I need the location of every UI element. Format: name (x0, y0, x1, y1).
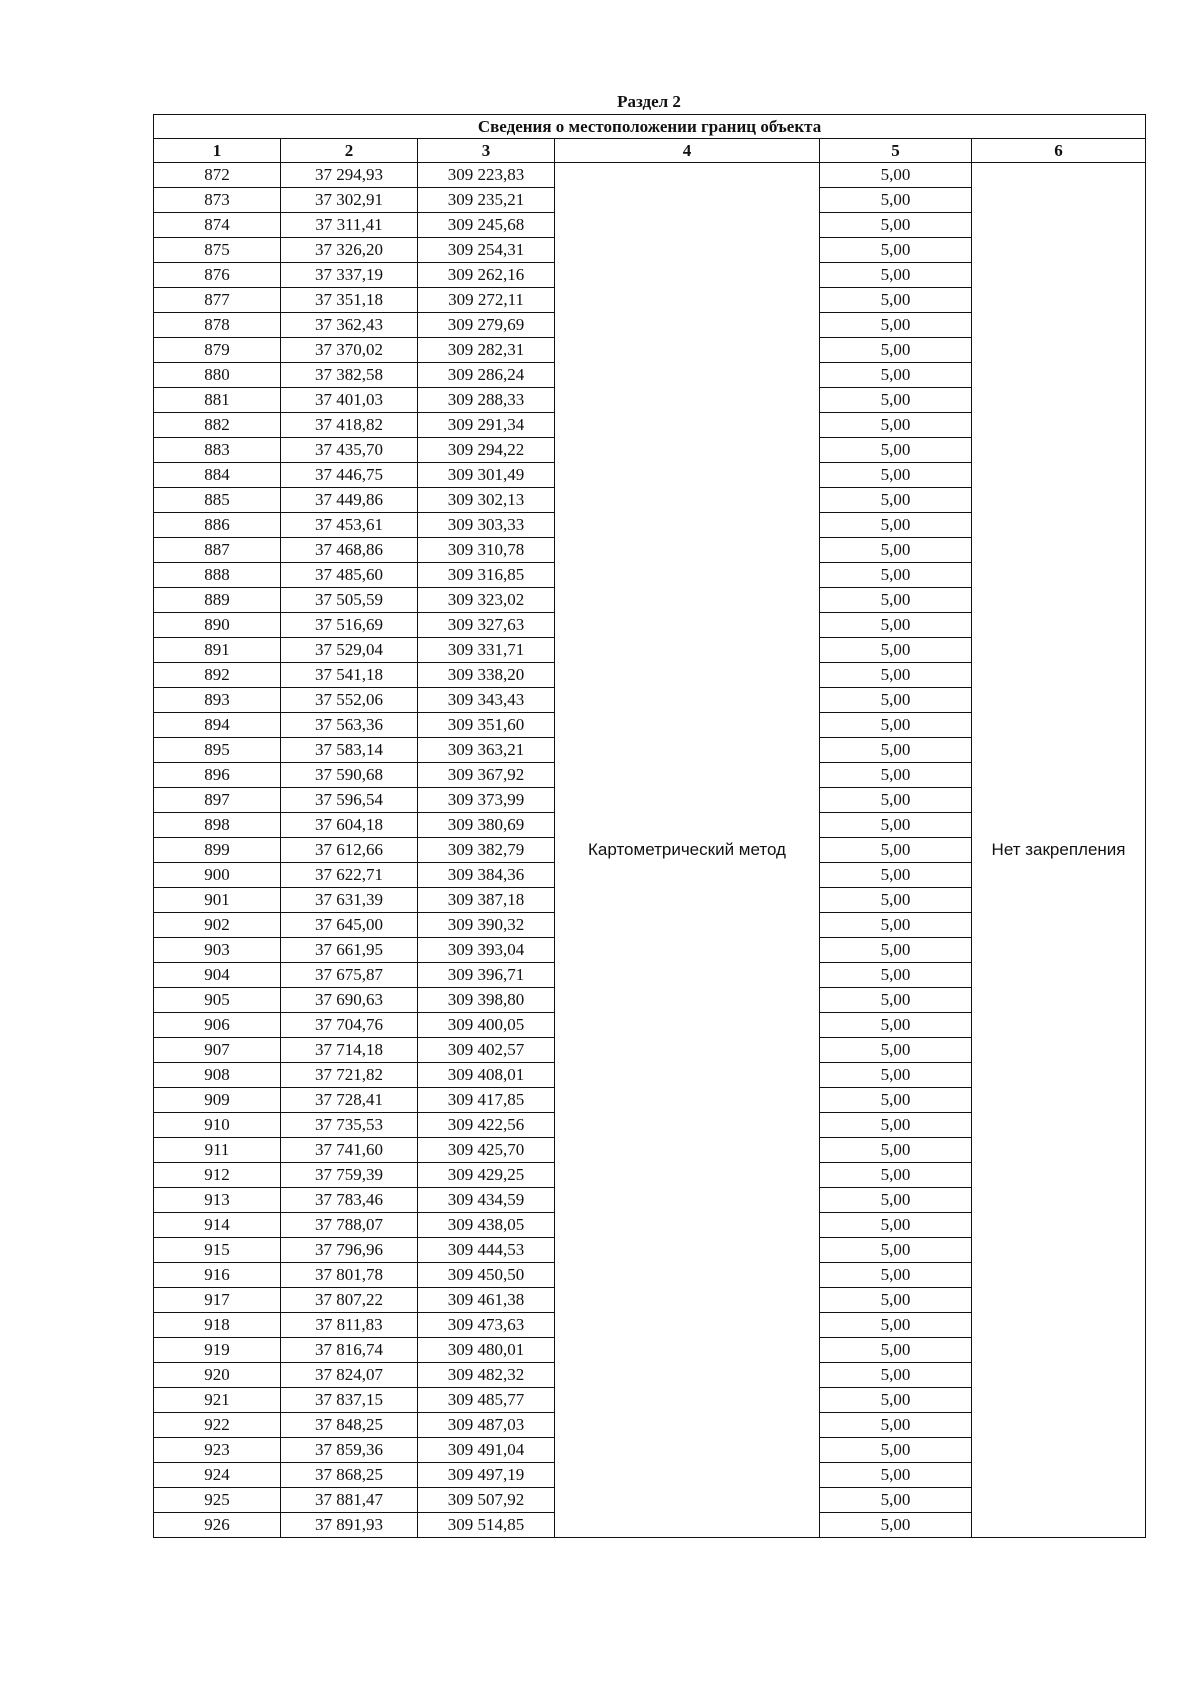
point-number-cell: 882 (154, 413, 281, 438)
point-number-cell: 909 (154, 1088, 281, 1113)
accuracy-cell: 5,00 (820, 1138, 972, 1163)
point-number-cell: 919 (154, 1338, 281, 1363)
point-number-cell: 888 (154, 563, 281, 588)
point-number-cell: 910 (154, 1113, 281, 1138)
y-coordinate-cell: 309 487,03 (418, 1413, 555, 1438)
accuracy-cell: 5,00 (820, 338, 972, 363)
x-coordinate-cell: 37 401,03 (281, 388, 418, 413)
point-number-cell: 920 (154, 1363, 281, 1388)
point-number-cell: 917 (154, 1288, 281, 1313)
y-coordinate-cell: 309 497,19 (418, 1463, 555, 1488)
accuracy-cell: 5,00 (820, 1513, 972, 1538)
x-coordinate-cell: 37 326,20 (281, 238, 418, 263)
y-coordinate-cell: 309 434,59 (418, 1188, 555, 1213)
point-number-cell: 881 (154, 388, 281, 413)
accuracy-cell: 5,00 (820, 713, 972, 738)
point-number-cell: 899 (154, 838, 281, 863)
accuracy-cell: 5,00 (820, 163, 972, 188)
accuracy-cell: 5,00 (820, 538, 972, 563)
x-coordinate-cell: 37 728,41 (281, 1088, 418, 1113)
y-coordinate-cell: 309 450,50 (418, 1263, 555, 1288)
y-coordinate-cell: 309 351,60 (418, 713, 555, 738)
x-coordinate-cell: 37 435,70 (281, 438, 418, 463)
accuracy-cell: 5,00 (820, 1313, 972, 1338)
x-coordinate-cell: 37 612,66 (281, 838, 418, 863)
y-coordinate-cell: 309 514,85 (418, 1513, 555, 1538)
accuracy-cell: 5,00 (820, 1263, 972, 1288)
point-number-cell: 890 (154, 613, 281, 638)
x-coordinate-cell: 37 453,61 (281, 513, 418, 538)
x-coordinate-cell: 37 788,07 (281, 1213, 418, 1238)
x-coordinate-cell: 37 541,18 (281, 663, 418, 688)
x-coordinate-cell: 37 351,18 (281, 288, 418, 313)
point-number-cell: 925 (154, 1488, 281, 1513)
point-number-cell: 915 (154, 1238, 281, 1263)
accuracy-cell: 5,00 (820, 413, 972, 438)
point-number-cell: 891 (154, 638, 281, 663)
boundary-table (153, 114, 1146, 1538)
y-coordinate-cell: 309 338,20 (418, 663, 555, 688)
point-number-cell: 922 (154, 1413, 281, 1438)
accuracy-cell: 5,00 (820, 588, 972, 613)
accuracy-cell: 5,00 (820, 813, 972, 838)
x-coordinate-cell: 37 529,04 (281, 638, 418, 663)
x-coordinate-cell: 37 302,91 (281, 188, 418, 213)
x-coordinate-cell: 37 783,46 (281, 1188, 418, 1213)
table-caption-row (154, 115, 1146, 139)
x-coordinate-cell: 37 370,02 (281, 338, 418, 363)
point-number-cell: 880 (154, 363, 281, 388)
table-row (154, 163, 1146, 188)
point-number-cell: 878 (154, 313, 281, 338)
y-coordinate-cell: 309 380,69 (418, 813, 555, 838)
x-coordinate-cell: 37 645,00 (281, 913, 418, 938)
x-coordinate-cell: 37 690,63 (281, 988, 418, 1013)
point-number-cell: 884 (154, 463, 281, 488)
y-coordinate-cell: 309 507,92 (418, 1488, 555, 1513)
accuracy-cell: 5,00 (820, 1113, 972, 1138)
x-coordinate-cell: 37 837,15 (281, 1388, 418, 1413)
accuracy-cell: 5,00 (820, 788, 972, 813)
point-number-cell: 907 (154, 1038, 281, 1063)
accuracy-cell: 5,00 (820, 1188, 972, 1213)
y-coordinate-cell: 309 254,31 (418, 238, 555, 263)
x-coordinate-cell: 37 704,76 (281, 1013, 418, 1038)
y-coordinate-cell: 309 384,36 (418, 863, 555, 888)
point-number-cell: 905 (154, 988, 281, 1013)
point-number-cell: 916 (154, 1263, 281, 1288)
column-header-1: 1 (154, 139, 281, 163)
accuracy-cell: 5,00 (820, 913, 972, 938)
point-number-cell: 904 (154, 963, 281, 988)
accuracy-cell: 5,00 (820, 288, 972, 313)
accuracy-cell: 5,00 (820, 463, 972, 488)
y-coordinate-cell: 309 438,05 (418, 1213, 555, 1238)
y-coordinate-cell: 309 343,43 (418, 688, 555, 713)
point-number-cell: 873 (154, 188, 281, 213)
point-number-cell: 887 (154, 538, 281, 563)
point-number-cell: 898 (154, 813, 281, 838)
accuracy-cell: 5,00 (820, 188, 972, 213)
x-coordinate-cell: 37 552,06 (281, 688, 418, 713)
x-coordinate-cell: 37 446,75 (281, 463, 418, 488)
x-coordinate-cell: 37 714,18 (281, 1038, 418, 1063)
y-coordinate-cell: 309 390,32 (418, 913, 555, 938)
point-number-cell: 879 (154, 338, 281, 363)
point-number-cell: 872 (154, 163, 281, 188)
y-coordinate-cell: 309 425,70 (418, 1138, 555, 1163)
point-number-cell: 877 (154, 288, 281, 313)
column-header-4: 4 (555, 139, 820, 163)
point-number-cell: 897 (154, 788, 281, 813)
accuracy-cell: 5,00 (820, 1488, 972, 1513)
y-coordinate-cell: 309 262,16 (418, 263, 555, 288)
accuracy-cell: 5,00 (820, 1363, 972, 1388)
point-number-cell: 875 (154, 238, 281, 263)
y-coordinate-cell: 309 480,01 (418, 1338, 555, 1363)
y-coordinate-cell: 309 323,02 (418, 588, 555, 613)
point-number-cell: 903 (154, 938, 281, 963)
y-coordinate-cell: 309 327,63 (418, 613, 555, 638)
accuracy-cell: 5,00 (820, 963, 972, 988)
method-cell: Картометрический метод (555, 163, 820, 1538)
y-coordinate-cell: 309 302,13 (418, 488, 555, 513)
x-coordinate-cell: 37 759,39 (281, 1163, 418, 1188)
y-coordinate-cell: 309 245,68 (418, 213, 555, 238)
point-number-cell: 924 (154, 1463, 281, 1488)
x-coordinate-cell: 37 811,83 (281, 1313, 418, 1338)
x-coordinate-cell: 37 449,86 (281, 488, 418, 513)
y-coordinate-cell: 309 461,38 (418, 1288, 555, 1313)
point-number-cell: 901 (154, 888, 281, 913)
y-coordinate-cell: 309 303,33 (418, 513, 555, 538)
accuracy-cell: 5,00 (820, 1063, 972, 1088)
y-coordinate-cell: 309 286,24 (418, 363, 555, 388)
y-coordinate-cell: 309 382,79 (418, 838, 555, 863)
y-coordinate-cell: 309 417,85 (418, 1088, 555, 1113)
y-coordinate-cell: 309 373,99 (418, 788, 555, 813)
x-coordinate-cell: 37 516,69 (281, 613, 418, 638)
x-coordinate-cell: 37 362,43 (281, 313, 418, 338)
y-coordinate-cell: 309 363,21 (418, 738, 555, 763)
table-header-row (154, 139, 1146, 163)
x-coordinate-cell: 37 891,93 (281, 1513, 418, 1538)
x-coordinate-cell: 37 382,58 (281, 363, 418, 388)
column-header-6: 6 (972, 139, 1146, 163)
accuracy-cell: 5,00 (820, 1438, 972, 1463)
accuracy-cell: 5,00 (820, 513, 972, 538)
x-coordinate-cell: 37 583,14 (281, 738, 418, 763)
x-coordinate-cell: 37 596,54 (281, 788, 418, 813)
accuracy-cell: 5,00 (820, 1338, 972, 1363)
x-coordinate-cell: 37 721,82 (281, 1063, 418, 1088)
accuracy-cell: 5,00 (820, 988, 972, 1013)
point-number-cell: 894 (154, 713, 281, 738)
x-coordinate-cell: 37 337,19 (281, 263, 418, 288)
point-number-cell: 874 (154, 213, 281, 238)
x-coordinate-cell: 37 675,87 (281, 963, 418, 988)
point-number-cell: 892 (154, 663, 281, 688)
x-coordinate-cell: 37 590,68 (281, 763, 418, 788)
y-coordinate-cell: 309 272,11 (418, 288, 555, 313)
accuracy-cell: 5,00 (820, 238, 972, 263)
y-coordinate-cell: 309 491,04 (418, 1438, 555, 1463)
x-coordinate-cell: 37 468,86 (281, 538, 418, 563)
y-coordinate-cell: 309 282,31 (418, 338, 555, 363)
accuracy-cell: 5,00 (820, 888, 972, 913)
y-coordinate-cell: 309 485,77 (418, 1388, 555, 1413)
accuracy-cell: 5,00 (820, 1013, 972, 1038)
accuracy-cell: 5,00 (820, 638, 972, 663)
accuracy-cell: 5,00 (820, 1038, 972, 1063)
x-coordinate-cell: 37 631,39 (281, 888, 418, 913)
x-coordinate-cell: 37 622,71 (281, 863, 418, 888)
point-number-cell: 918 (154, 1313, 281, 1338)
point-number-cell: 912 (154, 1163, 281, 1188)
column-header-2: 2 (281, 139, 418, 163)
point-number-cell: 889 (154, 588, 281, 613)
x-coordinate-cell: 37 848,25 (281, 1413, 418, 1438)
accuracy-cell: 5,00 (820, 1238, 972, 1263)
x-coordinate-cell: 37 294,93 (281, 163, 418, 188)
accuracy-cell: 5,00 (820, 438, 972, 463)
accuracy-cell: 5,00 (820, 263, 972, 288)
fixing-cell: Нет закрепления (972, 163, 1146, 1538)
y-coordinate-cell: 309 422,56 (418, 1113, 555, 1138)
y-coordinate-cell: 309 288,33 (418, 388, 555, 413)
x-coordinate-cell: 37 485,60 (281, 563, 418, 588)
x-coordinate-cell: 37 418,82 (281, 413, 418, 438)
y-coordinate-cell: 309 291,34 (418, 413, 555, 438)
x-coordinate-cell: 37 796,96 (281, 1238, 418, 1263)
accuracy-cell: 5,00 (820, 388, 972, 413)
x-coordinate-cell: 37 604,18 (281, 813, 418, 838)
accuracy-cell: 5,00 (820, 1388, 972, 1413)
y-coordinate-cell: 309 444,53 (418, 1238, 555, 1263)
accuracy-cell: 5,00 (820, 363, 972, 388)
x-coordinate-cell: 37 505,59 (281, 588, 418, 613)
accuracy-cell: 5,00 (820, 613, 972, 638)
accuracy-cell: 5,00 (820, 1288, 972, 1313)
x-coordinate-cell: 37 563,36 (281, 713, 418, 738)
point-number-cell: 911 (154, 1138, 281, 1163)
y-coordinate-cell: 309 301,49 (418, 463, 555, 488)
point-number-cell: 906 (154, 1013, 281, 1038)
point-number-cell: 908 (154, 1063, 281, 1088)
point-number-cell: 926 (154, 1513, 281, 1538)
y-coordinate-cell: 309 402,57 (418, 1038, 555, 1063)
y-coordinate-cell: 309 398,80 (418, 988, 555, 1013)
point-number-cell: 893 (154, 688, 281, 713)
y-coordinate-cell: 309 279,69 (418, 313, 555, 338)
y-coordinate-cell: 309 400,05 (418, 1013, 555, 1038)
point-number-cell: 886 (154, 513, 281, 538)
accuracy-cell: 5,00 (820, 1088, 972, 1113)
y-coordinate-cell: 309 367,92 (418, 763, 555, 788)
point-number-cell: 885 (154, 488, 281, 513)
accuracy-cell: 5,00 (820, 1413, 972, 1438)
accuracy-cell: 5,00 (820, 1163, 972, 1188)
column-header-5: 5 (820, 139, 972, 163)
point-number-cell: 913 (154, 1188, 281, 1213)
y-coordinate-cell: 309 393,04 (418, 938, 555, 963)
point-number-cell: 896 (154, 763, 281, 788)
y-coordinate-cell: 309 294,22 (418, 438, 555, 463)
accuracy-cell: 5,00 (820, 1213, 972, 1238)
accuracy-cell: 5,00 (820, 688, 972, 713)
accuracy-cell: 5,00 (820, 863, 972, 888)
x-coordinate-cell: 37 881,47 (281, 1488, 418, 1513)
point-number-cell: 902 (154, 913, 281, 938)
accuracy-cell: 5,00 (820, 563, 972, 588)
point-number-cell: 876 (154, 263, 281, 288)
y-coordinate-cell: 309 396,71 (418, 963, 555, 988)
point-number-cell: 895 (154, 738, 281, 763)
accuracy-cell: 5,00 (820, 488, 972, 513)
x-coordinate-cell: 37 735,53 (281, 1113, 418, 1138)
accuracy-cell: 5,00 (820, 838, 972, 863)
point-number-cell: 883 (154, 438, 281, 463)
x-coordinate-cell: 37 801,78 (281, 1263, 418, 1288)
y-coordinate-cell: 309 408,01 (418, 1063, 555, 1088)
x-coordinate-cell: 37 741,60 (281, 1138, 418, 1163)
table-caption: Сведения о местоположении границ объекта (154, 115, 1146, 139)
y-coordinate-cell: 309 429,25 (418, 1163, 555, 1188)
point-number-cell: 923 (154, 1438, 281, 1463)
point-number-cell: 921 (154, 1388, 281, 1413)
accuracy-cell: 5,00 (820, 213, 972, 238)
accuracy-cell: 5,00 (820, 763, 972, 788)
y-coordinate-cell: 309 387,18 (418, 888, 555, 913)
x-coordinate-cell: 37 807,22 (281, 1288, 418, 1313)
accuracy-cell: 5,00 (820, 738, 972, 763)
y-coordinate-cell: 309 223,83 (418, 163, 555, 188)
x-coordinate-cell: 37 816,74 (281, 1338, 418, 1363)
x-coordinate-cell: 37 868,25 (281, 1463, 418, 1488)
x-coordinate-cell: 37 661,95 (281, 938, 418, 963)
section-title: Раздел 2 (617, 92, 681, 111)
accuracy-cell: 5,00 (820, 663, 972, 688)
x-coordinate-cell: 37 824,07 (281, 1363, 418, 1388)
accuracy-cell: 5,00 (820, 313, 972, 338)
accuracy-cell: 5,00 (820, 1463, 972, 1488)
point-number-cell: 914 (154, 1213, 281, 1238)
y-coordinate-cell: 309 310,78 (418, 538, 555, 563)
accuracy-cell: 5,00 (820, 938, 972, 963)
x-coordinate-cell: 37 859,36 (281, 1438, 418, 1463)
y-coordinate-cell: 309 316,85 (418, 563, 555, 588)
y-coordinate-cell: 309 331,71 (418, 638, 555, 663)
x-coordinate-cell: 37 311,41 (281, 213, 418, 238)
y-coordinate-cell: 309 473,63 (418, 1313, 555, 1338)
y-coordinate-cell: 309 235,21 (418, 188, 555, 213)
point-number-cell: 900 (154, 863, 281, 888)
y-coordinate-cell: 309 482,32 (418, 1363, 555, 1388)
column-header-3: 3 (418, 139, 555, 163)
